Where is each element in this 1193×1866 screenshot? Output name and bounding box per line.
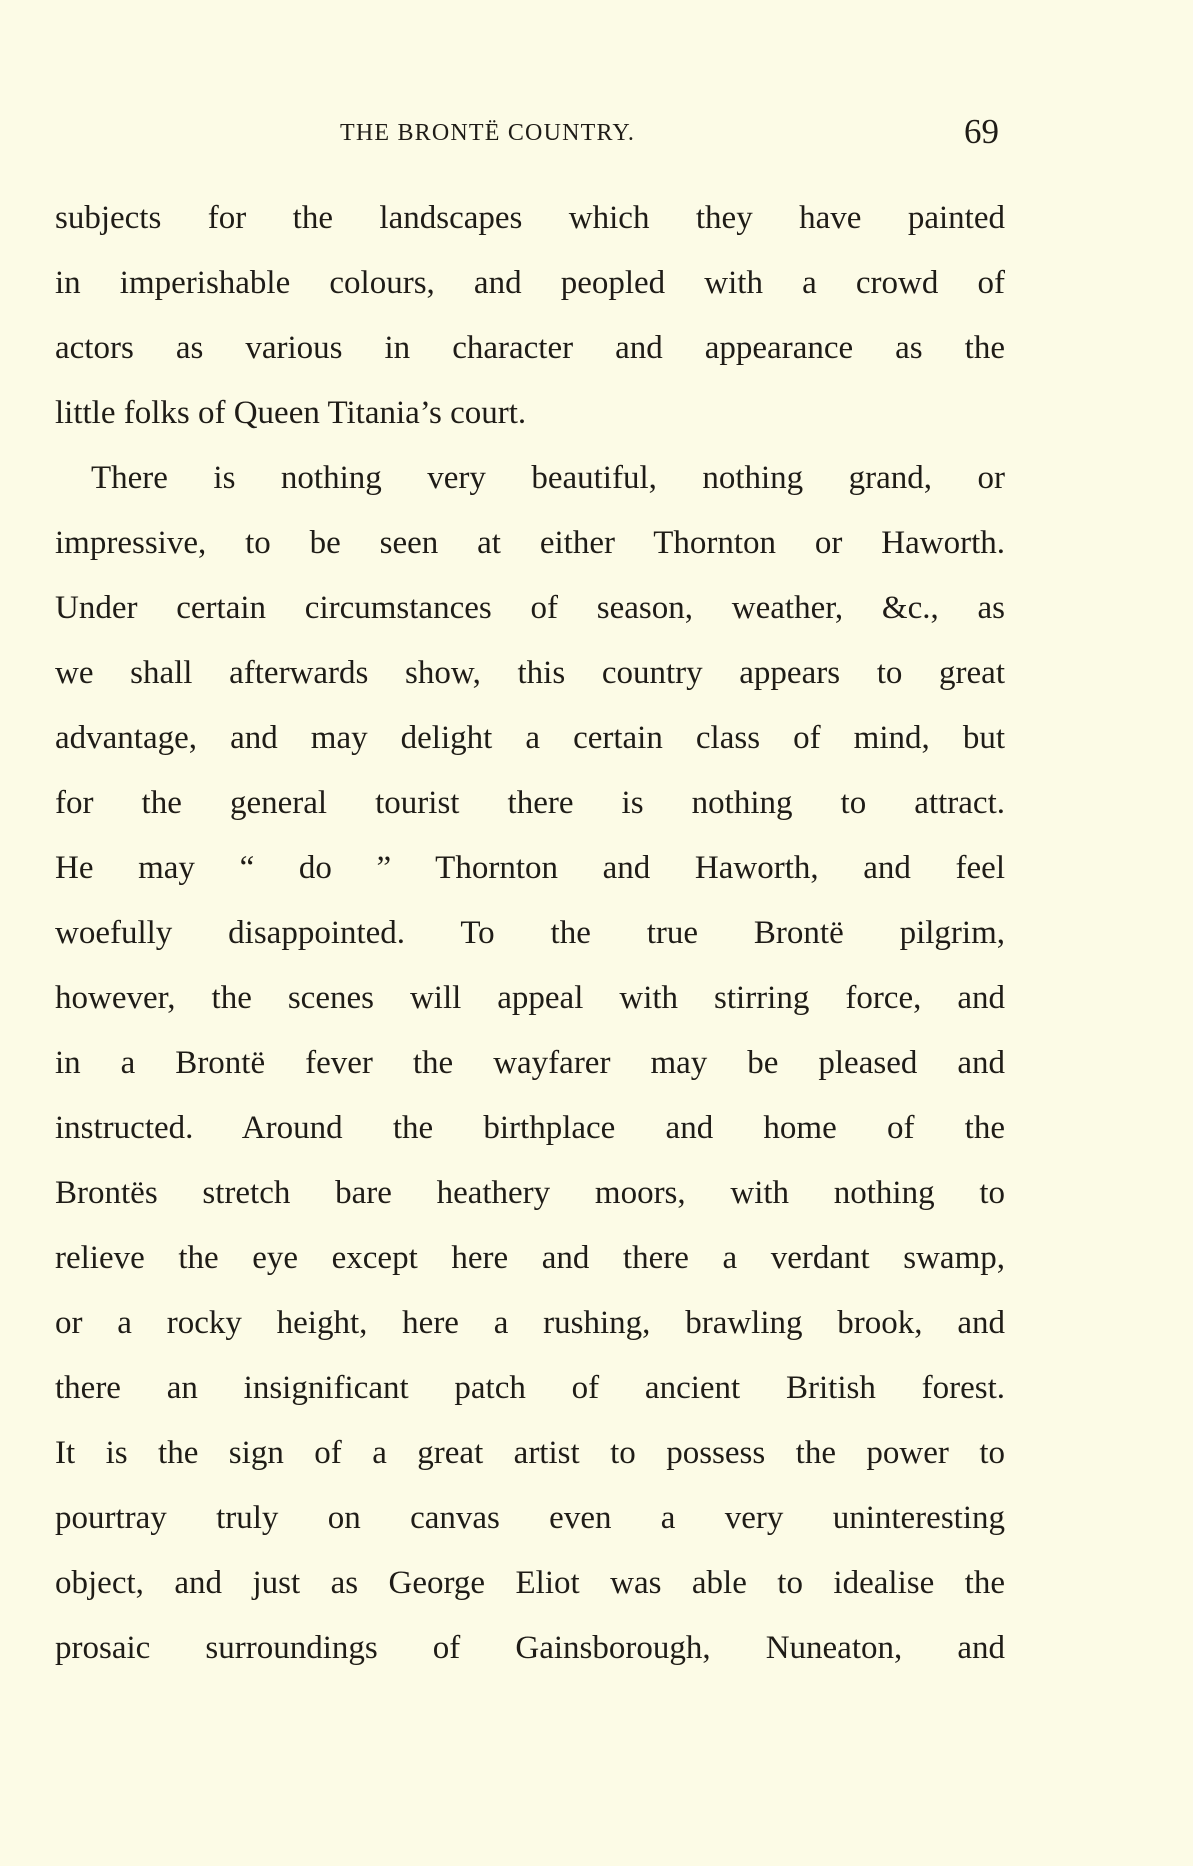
text-line: Under certain circumstances of season, weather, &c., as: [55, 590, 1005, 626]
text-line: there an insignificant patch of ancient British forest.: [55, 1370, 1005, 1406]
text-line: He may “ do ” Thornton and Haworth, and feel: [55, 850, 1005, 886]
text-line: woefully disappointed. To the true Brontë pilgrim,: [55, 915, 1005, 951]
text-line: we shall afterwards show, this country appears to great: [55, 655, 1005, 691]
running-head: [0, 112, 1193, 162]
text-line: advantage, and may delight a certain class of mind, but: [55, 720, 1005, 756]
text-line: prosaic surroundings of Gainsborough, Nuneaton, and: [55, 1630, 1005, 1666]
text-line: It is the sign of a great artist to possess the power to: [55, 1435, 1005, 1471]
text-line: object, and just as George Eliot was able to idealise the: [55, 1565, 1005, 1601]
text-line: subjects for the landscapes which they have painted: [55, 200, 1005, 236]
text-line: actors as various in character and appearance as the: [55, 330, 1005, 366]
text-line: There is nothing very beautiful, nothing grand, or: [91, 460, 1005, 496]
text-line: in a Brontë fever the wayfarer may be pleased and: [55, 1045, 1005, 1081]
text-line: relieve the eye except here and there a verdant swamp,: [55, 1240, 1005, 1276]
page-number: 69: [964, 112, 999, 151]
text-line: little folks of Queen Titania’s court.: [55, 395, 527, 431]
text-line: instructed. Around the birthplace and home of the: [55, 1110, 1005, 1146]
text-line: impressive, to be seen at either Thornton or Haworth.: [55, 525, 1005, 561]
text-line: in imperishable colours, and peopled with a crowd of: [55, 265, 1005, 301]
body-text: [55, 186, 1005, 1681]
text-line: Brontës stretch bare heathery moors, with nothing to: [55, 1175, 1005, 1211]
text-line: or a rocky height, here a rushing, brawling brook, and: [55, 1305, 1005, 1341]
text-line: however, the scenes will appeal with stirring force, and: [55, 980, 1005, 1016]
text-line: pourtray truly on canvas even a very uninteresting: [55, 1500, 1005, 1536]
running-head-title: THE BRONTË COUNTRY.: [340, 120, 636, 146]
text-line: for the general tourist there is nothing to attract.: [55, 785, 1005, 821]
